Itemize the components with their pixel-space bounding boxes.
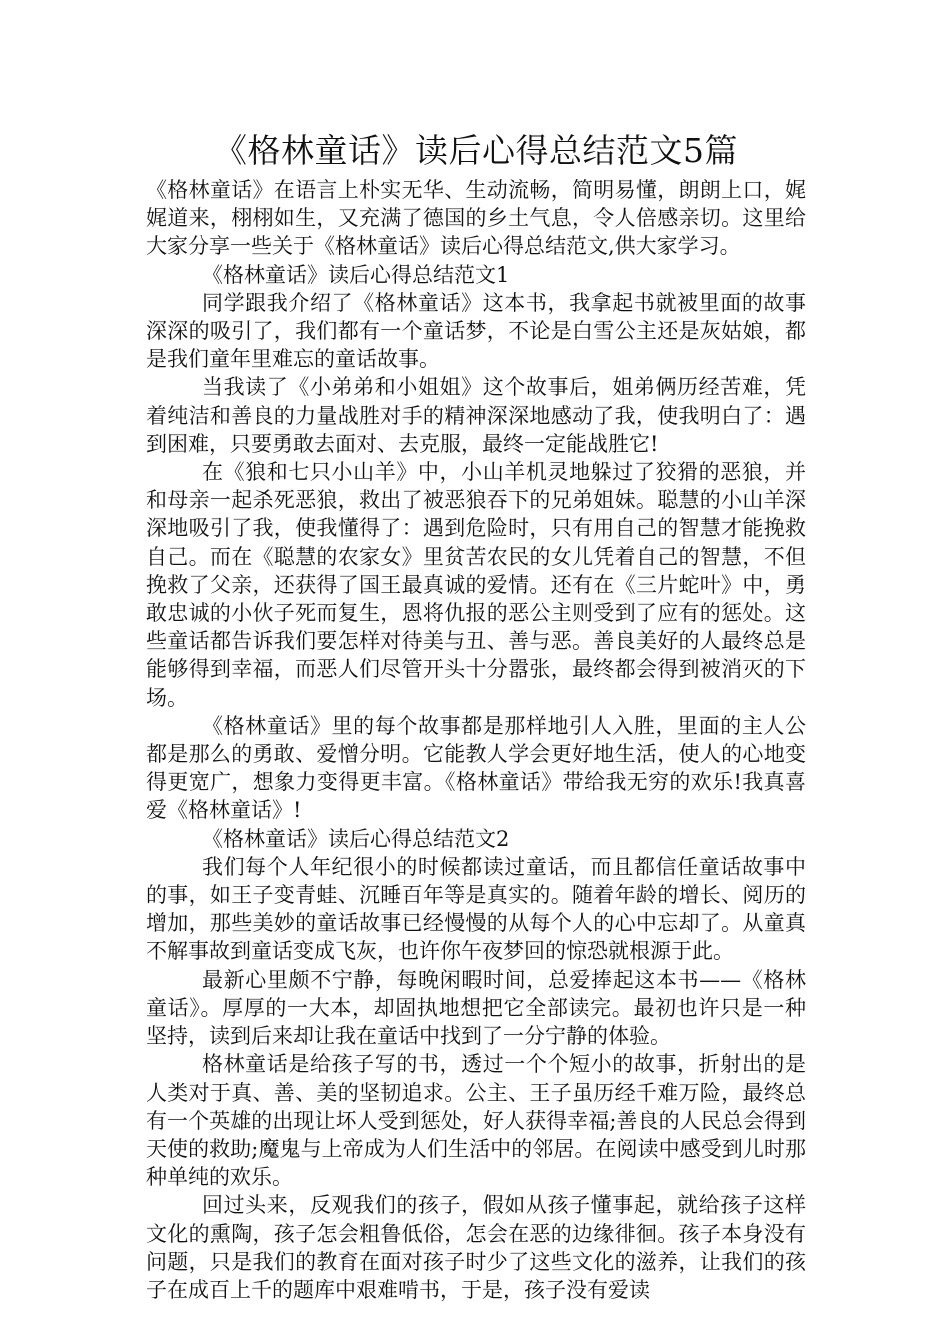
section-1-paragraph-1: 同学跟我介绍了《格林童话》这本书，我拿起书就被里面的故事深深的吸引了，我们都有一个童话梦，不论是白雪公主还是灰姑娘，都是我们童年里难忘的童话故事。: [146, 290, 806, 372]
document-page: [146, 128, 806, 1304]
document-title: 《格林童话》读后心得总结范文5篇: [214, 131, 738, 170]
section-1-heading: 《格林童话》读后心得总结范文1: [202, 262, 510, 287]
section-1-paragraph-4: 《格林童话》里的每个故事都是那样地引人入胜，里面的主人公都是那么的勇敢、爱憎分明。它能教人学会更好地生活，使人的心地变得更宽广，想象力变得更丰富。《格林童话》带给我无穷的欢乐!我真喜爱《格林童话》!: [146, 713, 806, 823]
intro-paragraph: 《格林童话》在语言上朴实无华、生动流畅，简明易懂，朗朗上口，娓娓道来，栩栩如生，又充满了德国的乡土气息，令人倍感亲切。这里给大家分享一些关于《格林童话》读后心得总结范文,供大家学习。: [146, 178, 806, 259]
section-2-heading: 《格林童话》读后心得总结范文2: [202, 826, 510, 851]
section-2-paragraph-1: 我们每个人年纪很小的时候都读过童话，而且都信任童话故事中的事，如王子变青蛙、沉睡百年等是真实的。随着年龄的增长、阅历的增加，那些美妙的童话故事已经慢慢的从每个人的心中忘却了。从童真不解事故到童话变成飞灰，也许你午夜梦回的惊恐就根源于此。: [146, 854, 806, 964]
section-2-paragraph-2: 最新心里颇不宁静，每晚闲暇时间，总爱捧起这本书——《格林童话》。厚厚的一大本，却固执地想把它全部读完。最初也许只是一种坚持，读到后来却让我在童话中找到了一分宁静的体验。: [146, 967, 806, 1049]
section-1-paragraph-3: 在《狼和七只小山羊》中，小山羊机灵地躲过了狡猾的恶狼，并和母亲一起杀死恶狼，救出了被恶狼吞下的兄弟姐妹。聪慧的小山羊深深地吸引了我，使我懂得了：遇到危险时，只有用自己的智慧才能挽救自己。而在《聪慧的农家女》里贫苦农民的女儿凭着自己的智慧，不但挽救了父亲，还获得了国王最真诚的爱情。还有在《三片蛇叶》中，勇敢忠诚的小伙子死而复生，恩将仇报的恶公主则受到了应有的惩处。这些童话都告诉我们要怎样对待美与丑、善与恶。善良美好的人最终总是能够得到幸福，而恶人们尽管开头十分嚣张，最终都会得到被消灭的下场。: [146, 460, 806, 710]
section-2-paragraph-4: 回过头来，反观我们的孩子，假如从孩子懂事起，就给孩子这样文化的熏陶，孩子怎会粗鲁低俗，怎会在恶的边缘徘徊。孩子本身没有问题，只是我们的教育在面对孩子时少了这些文化的滋养，让我们的孩子在成百上千的题库中艰难啃书，于是，孩子没有爱读: [146, 1193, 806, 1302]
section-1-paragraph-2: 当我读了《小弟弟和小姐姐》这个故事后，姐弟俩历经苦难，凭着纯洁和善良的力量战胜对手的精神深深地感动了我，使我明白了：遇到困难，只要勇敢去面对、去克服，最终一定能战胜它!: [146, 375, 806, 456]
section-2-paragraph-3: 格林童话是给孩子写的书，透过一个个短小的故事，折射出的是人类对于真、善、美的坚韧追求。公主、王子虽历经千难万险，最终总有一个英雄的出现让坏人受到惩处，好人获得幸福;善良的人民总会得到天使的救助;魔鬼与上帝成为人们生活中的邻居。在阅读中感受到儿时那种单纯的欢乐。: [146, 1052, 806, 1190]
